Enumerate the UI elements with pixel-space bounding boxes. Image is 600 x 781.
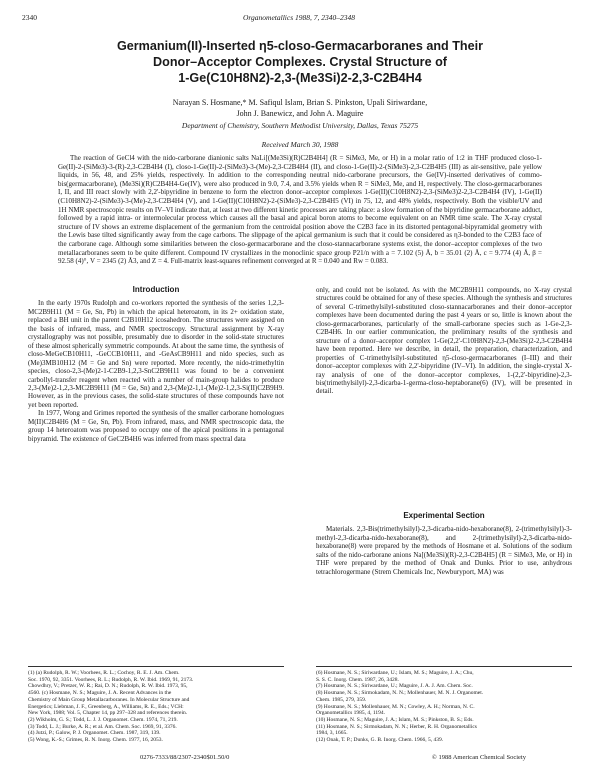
reference-line: Energetics; Liebman, J. F., Greenberg, A., Williams, R. E., Eds.; VCH: <box>28 703 184 710</box>
right-column-intro-body <box>316 286 572 508</box>
reference-line: Chemistry of Main Group Metallacarboranes. In Molecular Structure and <box>28 696 190 703</box>
intro-paragraph-2: In 1977, Wong and Grimes reported the synthesis of the smaller carborane homologues M(II)C2B4H6 (M = Ge, Sn, Pb). From infrared, mass, and NMR spectroscopic data, the group 14 heteroatom was proposed to occupy one of the apical positions in a pentagonal bipyramid. The existence of GeC2B4H6 was inferred from mass spectral data <box>28 409 284 443</box>
received-date: Received March 30, 1988 <box>261 140 339 149</box>
affiliation: Department of Chemistry, Southern Methodist University, Dallas, Texas 75275 <box>181 121 419 130</box>
reference-line: (3) Todd, L. J.; Burke, A. R.; et al. Am. Chem. Soc. 1969, 91, 3376. <box>28 723 177 730</box>
right-column <box>316 286 572 650</box>
reference-line: (7) Hosmane, N. S.; Siriwardane, U.; Maguire, J. A. J. Am. Chem. Soc. <box>316 683 473 690</box>
references-right <box>316 666 572 752</box>
abstract: The reaction of GeCl4 with the nido-carborane dianionic salts NaLi[(Me3Si)(R)C2B4H4] (R = SiMe3, Me, or H) in a molar ratio of 1:2 in THF produced closo-1-Ge(II)-2-(SiMe3)-3-(R)-2,3-C2B4H4 (I), closo-1-Ge(II)-2-(SiMe3)-3-(Me)-2,3-C2B4H4 (II), and closo-1-Ge(II)-2-(SiMe3)-2,3-C2B4H5 (III) as air-sensitive, pale yellow liquids, in 56, 48, and 25% yields, respectively. In addition to the corresponding neutral nido-carborane precursors, the Ge(IV)-inserted derivatives of commo-bis(germacarborane), (Me3Si)(R)C2B4H4-Ge(IV), were also produced in 9.0, 7.4, and 3.5% yields when R = SiMe3, Me, and H, respectively. The closo-germacarboranes I, II, and III react slowly with 2,2'-bipyridine in benzene to form the electron donor–acceptor complexes 1-Ge(II)(C10H8N2)-2,3-(SiMe3)2-2,3-C2B4H4 (IV), 1-Ge(II)(C10H8N2)-2-(SiMe3)-3-(Me)-2,3-C2B4H4 (V), and 1-Ge(II)(C10H8N2)-2-(SiMe3)-2,3-C2B4H5 (VI) in 75, 12, and 48% yields, respectively. Both the visible/UV and 1H NMR spectroscopic results on IV–VI indicate that, at least at two different kinetic processes are taking place: a slow formation of the bipyridine germacarborane adduct, followed by a rapid intra- or intermolecular process which causes all the basal and apical boron atoms to become equivalent on an NMR time scale. The X-ray crystal structure of IV shows an extreme displacement of the germanium from the centroidal position above the C2B3 face in its distorted pentagonal-bipyramidal geometry with the Lewis base tilted significantly away from the cage carbons. The slippage of the apical germanium is such that it could be considered as η3-bonded to the C2B3 face of the carborane cage. Although some similarities between the closo-germacarborane and the closo-stannacarborane systems exist, the donor–acceptor complexes of the two metallacarboranes seem to be quite different. Compound IV crystallizes in the monoclinic space group P21/n with a = 7.102 (5) Å, b = 35.01 (2) Å, c = 9.774 (4) Å, β = 92.58 (4)°, V = 2345 (2) Å3, and Z = 4. Full-matrix least-squares refinement converged at R = 0.040 and Rw = 0.083. <box>58 154 542 266</box>
page-footer <box>22 754 576 763</box>
experimental-heading: Experimental Section <box>403 511 485 520</box>
reference-line: New York, 1988; Vol. 5, Chapter 14, pp 297–328 and references therein. <box>28 710 188 717</box>
reference-line: S. S. C. Inorg. Chem. 1987, 26, 3428. <box>316 676 399 683</box>
reference-line: Organometallics 1985, 4, 1194. <box>316 710 386 717</box>
left-column <box>28 286 284 661</box>
reference-line: (6) Hosmane, N. S.; Siriwardane, U.; Islam, M. S.; Maguire, J. A.; Chu, <box>316 670 474 676</box>
right-paragraph-1: only, and could not be isolated. As with the MC2B9H11 compounds, no X-ray crystal structures could be obtained for any of these species. Although the synthesis and structures of several C-trimethylsilyl-substituted closo-stannacarboranes and their donor–acceptor complexes have been documented during the past 4 years or so, little is known about the closo-germacarboranes, particularly of the small-carborane species such as 1-Ge-2,3-C2B4H6. In our earlier communication, the preliminary results of the synthesis and structure of a donor–acceptor complex 1-Ge(2,2'-C10H8N2)-2,3-(Me3Si)2-2,3-C2B4H4 have been reported. Here we describe, in detail, the preparation, characterization, and properties of C-trimethylsilyl-substituted η5-closo-germacarboranes (I–III) and their donor–acceptor complexes with 2,2'-bipyridine (IV–VI). In addition, the single-crystal X-ray analysis of one of the donor–acceptor complexes, 1-(2,2'-bipyridine)-2,3-bis(trimethylsilyl)-2,3-dicarba-1-germa-closo-heptaborane(6) (IV), will be presented in detail. <box>316 286 572 396</box>
reference-line: Soc. 1970, 92, 3351. Voorhees, R. L.; Rudolph, R. W. Ibid. 1969, 91, 2173. <box>28 676 194 683</box>
copyright: © 1988 American Chemical Society <box>431 754 526 761</box>
experimental-body <box>316 525 572 650</box>
title-line-2: Donor–Acceptor Complexes. Crystal Structure of <box>153 55 447 69</box>
references-left <box>28 666 284 752</box>
reference-line: (8) Hosmane, N. S.; Sirmokadam, N. N.; Mollenhauer, M. N. J. Organomet. <box>316 690 484 697</box>
reference-line: (1) (a) Rudolph, R. W.; Voorhees, R. L.; Cochoy, R. E. J. Am. Chem. <box>28 670 180 676</box>
running-header <box>22 13 576 23</box>
article-title <box>40 38 560 86</box>
reference-line: (9) Hosmane, N. S.; Mollenhauer, M. N.; Cowley, A. H.; Norman, N. C. <box>316 703 475 710</box>
experimental-paragraph: Materials. 2,3-Bis(trimethylsilyl)-2,3-dicarba-nido-hexaborane(8), 2-(trimethylsilyl)-3-methyl-2,3-dicarba-nido-hexaborane(8), and 2-(trimethylsilyl)-2,3-dicarba-nido-hexaborane(8) were prepared by the methods of Hosmane et al. Solutions of the sodium salts of the nido-carborane anions Na[(Me3Si)(R)-2,3-C2B4H5] (R = SiMe3, Me, or H) in THF were prepared by the method of Onak and Dunks. Prior to use, anhydrous tetrachlorogermane (Strem Chemicals Inc, Newburyport, MA) was <box>316 525 572 576</box>
reference-line: (10) Hosmane, N. S.; Maguire, J. A.; Islam, M. S.; Pinkston, B. S.; Eds. <box>316 716 474 723</box>
issn-code: 0276-7333/88/2307-2340$01.50/0 <box>140 754 230 761</box>
author-list <box>30 98 570 119</box>
page-number: 2340 <box>22 13 37 22</box>
reference-line: Chem. 1985, 279, 359. <box>316 696 367 703</box>
intro-paragraph-1: In the early 1970s Rudolph and co-workers reported the synthesis of the series 1,2,3-MC2B9H11 (M = Ge, Sn, Pb) in which the apical heteroatom, in its 2+ oxidation state, replaced a BH unit in the parent C2B10H12 icosahedron. The structures were assigned on the basis of infrared, mass, and NMR spectroscopy. Structural assignment by X-ray crystallography was not possible, presumably due to disorder in the solid-state structures of these almost spherically symmetric compounds. At about the same time, the synthesis of closo-MeGeCB10H11, -GeCCB10H11, and -GeAsCB9H11 and nido species, such as (Me)3MB10H12 (M = Ge and Sn) were reported. More recently, the nido-trimethyltin species, closo-2,3-(Me)2-1-C2B9-1,2,3-SnC2B9H11 was found to be a convenient carbollyl-transfer reagent when reacted with a number of main-group halides to produce 2,3-(Me)2-1,2,3-MC2B9H11 (M = Ge, Sn) and 2,3-(Me)2-1,1-(Me)2-1,2,3-Si(II)C2B9H9. However, as in the previous cases, the solid-state structures of these compounds have not yet been reported. <box>28 299 284 409</box>
title-line-3: 1-Ge(C10H8N2)-2,3-(Me3Si)2-2,3-C2B4H4 <box>178 71 422 85</box>
introduction-heading: Introduction <box>132 285 180 294</box>
reference-line: (11) Hosmane, N. S.; Sirmokadam, N. N.; Herber, R. H. Organometallics <box>316 723 477 730</box>
reference-line: (2) Wikholm, G. S.; Todd, L. J. J. Organomet. Chem. 1974, 71, 219. <box>28 716 178 723</box>
introduction-body <box>28 299 284 661</box>
reference-line: (12) Onak, T. P.; Dunks, G. B. Inorg. Chem. 1966, 5, 439. <box>316 737 444 744</box>
authors-line-1: Narayan S. Hosmane,* M. Safiqul Islam, Brian S. Pinkston, Upali Siriwardane, <box>172 98 428 107</box>
reference-line: Chowdhry, V.; Pretzer, W. R.; Rai, D. N.; Rudolph, R. W. Ibid. 1973, 95, <box>28 683 188 690</box>
authors-line-2: John J. Banewicz, and John A. Maguire <box>236 108 364 118</box>
reference-line: 4560. (c) Hosmane, N. S.; Maguire, J. A. Recent Advances in the <box>28 690 172 697</box>
title-line-1: Germanium(II)-Inserted η5-closo-Germacarboranes and Their <box>116 39 483 53</box>
reference-line: (4) Jutzi, P.; Galow, P. J. Organomet. Chem. 1987, 319, 139. <box>28 730 161 737</box>
reference-line: (5) Wong, K.-S.; Grimes, R. N. Inorg. Chem. 1977, 16, 2053. <box>28 737 163 744</box>
reference-line: 1984, 3, 1665. <box>316 730 348 737</box>
journal-citation: Organometallics 1988, 7, 2340–2348 <box>242 13 355 22</box>
